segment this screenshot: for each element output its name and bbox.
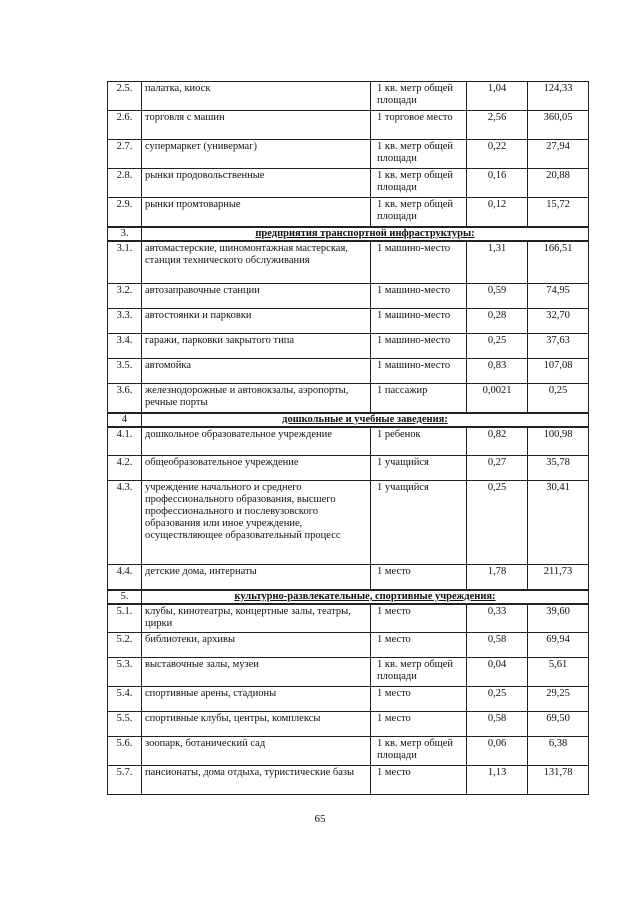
norm-volume: 166,51 <box>528 241 589 284</box>
unit-of-measure: 1 кв. метр общей площади <box>371 658 467 687</box>
unit-of-measure: 1 место <box>371 565 467 590</box>
row-number: 3.3. <box>108 309 142 334</box>
object-name: автомойка <box>142 359 371 384</box>
table-row <box>108 565 589 590</box>
object-name: автостоянки и парковки <box>142 309 371 334</box>
unit-of-measure: 1 машино-место <box>371 359 467 384</box>
norm-volume: 0,25 <box>528 384 589 413</box>
section-title: предприятия транспортной инфраструктуры: <box>142 227 589 241</box>
object-name: учреждение начального и среднего профессионального образования, высшего профессионального и послевузовского образования или иное учреждение, осуществляющее образовательный процесс <box>142 481 371 565</box>
table-row <box>108 284 589 309</box>
norms-table <box>107 81 589 795</box>
row-number: 4.2. <box>108 456 142 481</box>
norm-value: 0,59 <box>467 284 528 309</box>
table-row <box>108 198 589 227</box>
norm-value: 0,27 <box>467 456 528 481</box>
object-name: библиотеки, архивы <box>142 633 371 658</box>
section-title: дошкольные и учебные заведения: <box>142 413 589 427</box>
norm-value: 0,58 <box>467 633 528 658</box>
section-number: 4 <box>108 413 142 427</box>
object-name: автозаправочные станции <box>142 284 371 309</box>
unit-of-measure: 1 ребенок <box>371 427 467 456</box>
section-title: культурно-развлекательные, спортивные учреждения: <box>142 590 589 604</box>
row-number: 2.5. <box>108 82 142 111</box>
table-row <box>108 427 589 456</box>
table-row <box>108 481 589 565</box>
row-number: 4.4. <box>108 565 142 590</box>
norm-volume: 74,95 <box>528 284 589 309</box>
norm-value: 0,16 <box>467 169 528 198</box>
object-name: спортивные клубы, центры, комплексы <box>142 712 371 737</box>
unit-of-measure: 1 машино-место <box>371 284 467 309</box>
norm-volume: 69,94 <box>528 633 589 658</box>
norm-value: 0,12 <box>467 198 528 227</box>
row-number: 3.5. <box>108 359 142 384</box>
unit-of-measure: 1 кв. метр общей площади <box>371 737 467 766</box>
norm-value: 0,25 <box>467 687 528 712</box>
table-row <box>108 82 589 111</box>
table-row <box>108 766 589 795</box>
norm-value: 0,04 <box>467 658 528 687</box>
object-name: рынки продовольственные <box>142 169 371 198</box>
row-number: 5.5. <box>108 712 142 737</box>
norm-value: 0,83 <box>467 359 528 384</box>
table-row <box>108 712 589 737</box>
norm-volume: 5,61 <box>528 658 589 687</box>
table-row <box>108 604 589 633</box>
norm-volume: 39,60 <box>528 604 589 633</box>
section-number: 5. <box>108 590 142 604</box>
norm-value: 1,31 <box>467 241 528 284</box>
norm-value: 0,58 <box>467 712 528 737</box>
unit-of-measure: 1 место <box>371 766 467 795</box>
object-name: детские дома, интернаты <box>142 565 371 590</box>
norm-volume: 30,41 <box>528 481 589 565</box>
unit-of-measure: 1 место <box>371 633 467 658</box>
norm-value: 2,56 <box>467 111 528 140</box>
norm-volume: 20,88 <box>528 169 589 198</box>
norm-volume: 69,50 <box>528 712 589 737</box>
object-name: рынки промтоварные <box>142 198 371 227</box>
norm-value: 0,06 <box>467 737 528 766</box>
norm-value: 0,33 <box>467 604 528 633</box>
table-row <box>108 737 589 766</box>
row-number: 5.6. <box>108 737 142 766</box>
unit-of-measure: 1 учащийся <box>371 456 467 481</box>
object-name: автомастерские, шиномонтажная мастерская, станция технического обслуживания <box>142 241 371 284</box>
row-number: 2.8. <box>108 169 142 198</box>
norm-value: 0,25 <box>467 481 528 565</box>
norm-volume: 15,72 <box>528 198 589 227</box>
unit-of-measure: 1 машино-место <box>371 241 467 284</box>
row-number: 3.2. <box>108 284 142 309</box>
table-row <box>108 111 589 140</box>
unit-of-measure: 1 машино-место <box>371 309 467 334</box>
unit-of-measure: 1 кв. метр общей площади <box>371 140 467 169</box>
row-number: 5.4. <box>108 687 142 712</box>
row-number: 3.6. <box>108 384 142 413</box>
norm-volume: 107,08 <box>528 359 589 384</box>
norm-volume: 131,78 <box>528 766 589 795</box>
row-number: 3.1. <box>108 241 142 284</box>
row-number: 2.6. <box>108 111 142 140</box>
section-row <box>108 227 589 241</box>
row-number: 5.7. <box>108 766 142 795</box>
object-name: супермаркет (универмаг) <box>142 140 371 169</box>
object-name: железнодорожные и автовокзалы, аэропорты, речные порты <box>142 384 371 413</box>
norm-volume: 124,33 <box>528 82 589 111</box>
row-number: 3.4. <box>108 334 142 359</box>
object-name: пансионаты, дома отдыха, туристические базы <box>142 766 371 795</box>
norm-value: 0,22 <box>467 140 528 169</box>
object-name: клубы, кинотеатры, концертные залы, театры, цирки <box>142 604 371 633</box>
norm-value: 1,04 <box>467 82 528 111</box>
unit-of-measure: 1 машино-место <box>371 334 467 359</box>
norms-table-body <box>108 82 589 795</box>
table-row <box>108 658 589 687</box>
norm-value: 0,25 <box>467 334 528 359</box>
norm-value: 1,78 <box>467 565 528 590</box>
table-row <box>108 359 589 384</box>
object-name: зоопарк, ботанический сад <box>142 737 371 766</box>
norm-value: 0,28 <box>467 309 528 334</box>
norm-volume: 35,78 <box>528 456 589 481</box>
object-name: гаражи, парковки закрытого типа <box>142 334 371 359</box>
unit-of-measure: 1 торговое место <box>371 111 467 140</box>
norm-volume: 32,70 <box>528 309 589 334</box>
unit-of-measure: 1 место <box>371 604 467 633</box>
unit-of-measure: 1 учащийся <box>371 481 467 565</box>
norm-volume: 27,94 <box>528 140 589 169</box>
table-row <box>108 384 589 413</box>
unit-of-measure: 1 место <box>371 712 467 737</box>
table-row <box>108 169 589 198</box>
norm-volume: 6,38 <box>528 737 589 766</box>
row-number: 4.3. <box>108 481 142 565</box>
unit-of-measure: 1 кв. метр общей площади <box>371 198 467 227</box>
row-number: 2.7. <box>108 140 142 169</box>
norm-volume: 360,05 <box>528 111 589 140</box>
row-number: 4.1. <box>108 427 142 456</box>
unit-of-measure: 1 пассажир <box>371 384 467 413</box>
norm-volume: 37,63 <box>528 334 589 359</box>
object-name: общеобразовательное учреждение <box>142 456 371 481</box>
section-row <box>108 590 589 604</box>
table-row <box>108 334 589 359</box>
row-number: 5.2. <box>108 633 142 658</box>
object-name: спортивные арены, стадионы <box>142 687 371 712</box>
row-number: 5.3. <box>108 658 142 687</box>
norm-volume: 100,98 <box>528 427 589 456</box>
table-row <box>108 456 589 481</box>
norm-volume: 211,73 <box>528 565 589 590</box>
table-row <box>108 241 589 284</box>
object-name: дошкольное образовательное учреждение <box>142 427 371 456</box>
row-number: 2.9. <box>108 198 142 227</box>
object-name: торговля с машин <box>142 111 371 140</box>
table-row <box>108 309 589 334</box>
norm-value: 0,82 <box>467 427 528 456</box>
section-row <box>108 413 589 427</box>
row-number: 5.1. <box>108 604 142 633</box>
norm-value: 0,0021 <box>467 384 528 413</box>
object-name: выставочные залы, музеи <box>142 658 371 687</box>
unit-of-measure: 1 кв. метр общей площади <box>371 82 467 111</box>
norm-volume: 29,25 <box>528 687 589 712</box>
table-row <box>108 140 589 169</box>
unit-of-measure: 1 кв. метр общей площади <box>371 169 467 198</box>
table-row <box>108 633 589 658</box>
table-row <box>108 687 589 712</box>
page-number: 65 <box>314 813 326 825</box>
unit-of-measure: 1 место <box>371 687 467 712</box>
object-name: палатка, киоск <box>142 82 371 111</box>
norm-value: 1,13 <box>467 766 528 795</box>
section-number: 3. <box>108 227 142 241</box>
